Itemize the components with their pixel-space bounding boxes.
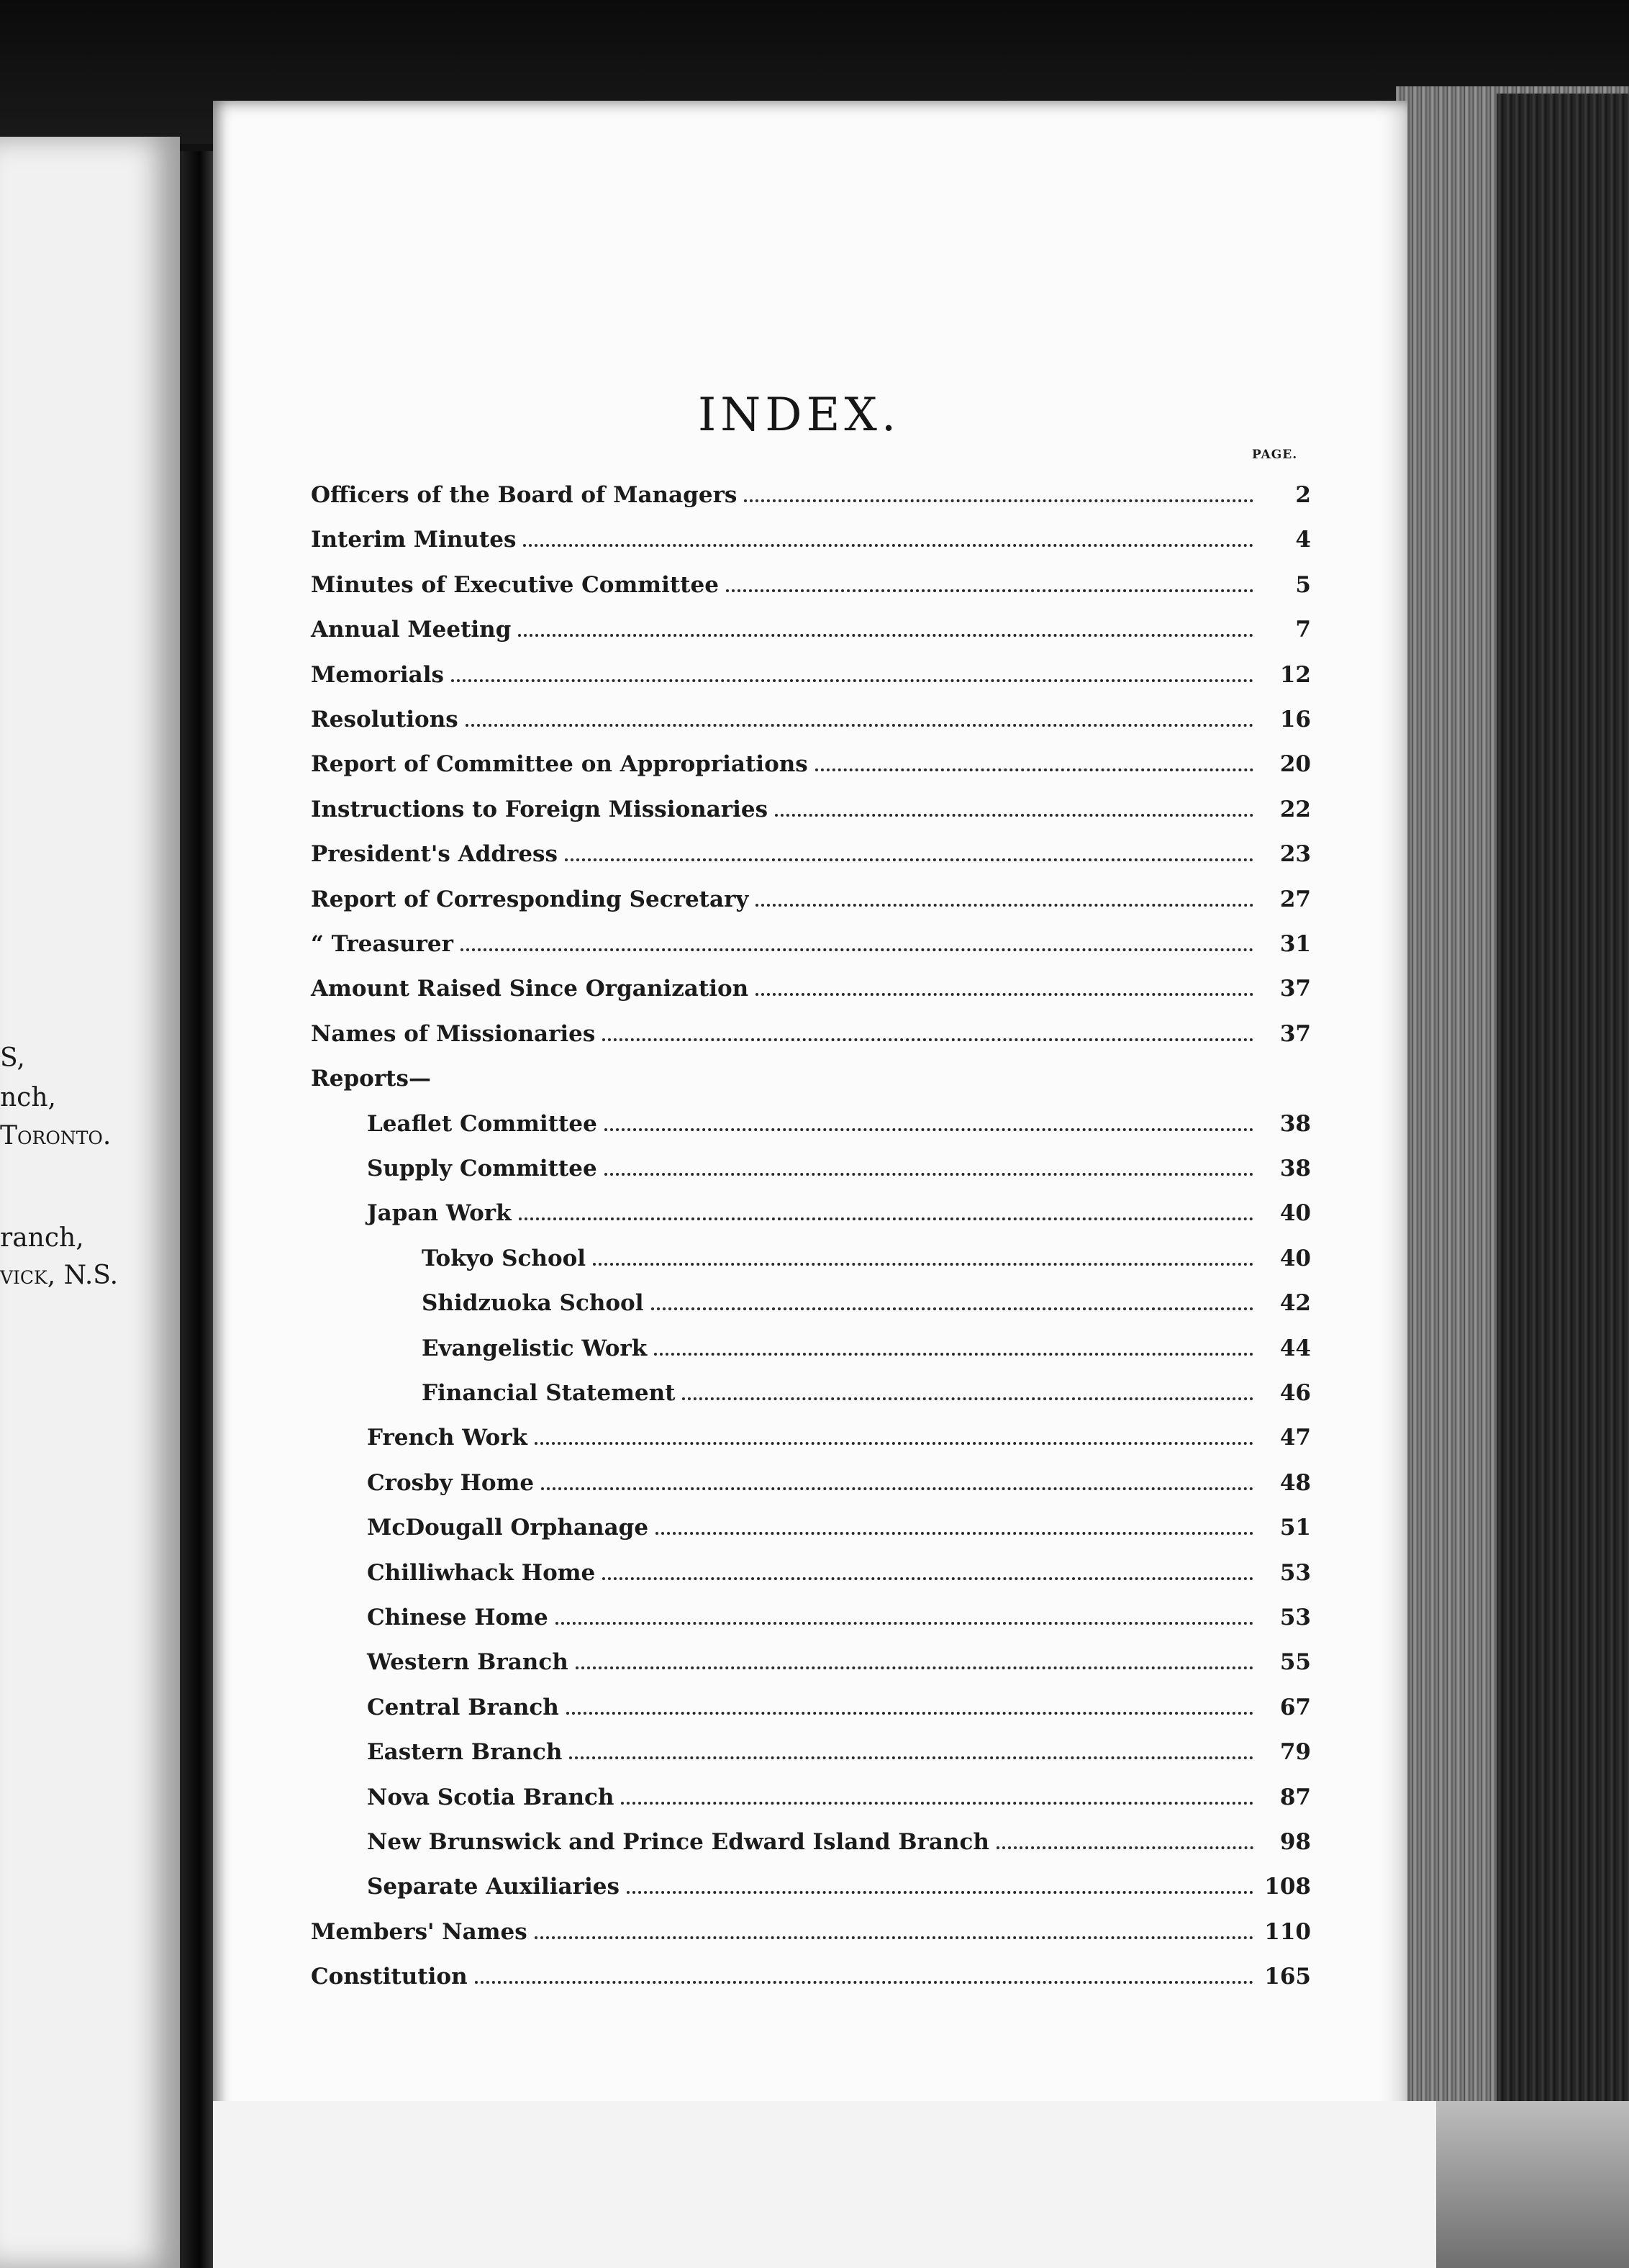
index-entry — [367, 1425, 1311, 1459]
index-entry-label: President's Address — [311, 841, 558, 868]
index-entry-page: 79 — [1279, 1739, 1311, 1766]
index-entry — [311, 976, 1311, 1010]
dot-leader — [755, 904, 1253, 907]
index-entry-label: Officers of the Board of Managers — [311, 482, 738, 508]
index-entry-label: Chinese Home — [367, 1605, 548, 1630]
index-entry-page: 67 — [1279, 1694, 1311, 1720]
index-entry-page: 40 — [1279, 1200, 1311, 1227]
index-entry-page: 5 — [1295, 571, 1311, 598]
index-entry — [311, 751, 1311, 786]
dot-leader — [593, 1263, 1253, 1266]
index-entry-label: Central Branch — [367, 1694, 559, 1720]
index-entry-page: 7 — [1295, 617, 1311, 643]
index-entry-page: 47 — [1279, 1425, 1311, 1451]
index-entry-page: 87 — [1279, 1784, 1311, 1810]
dot-leader — [815, 768, 1253, 771]
index-entry — [422, 1246, 1311, 1280]
index-entry — [311, 1021, 1311, 1056]
index-entry — [311, 617, 1311, 651]
book-cover-edge — [1497, 94, 1629, 2108]
book-gutter — [180, 151, 213, 2268]
dot-leader — [466, 724, 1253, 727]
index-entry-page: 55 — [1279, 1649, 1311, 1676]
dot-leader — [627, 1891, 1253, 1894]
index-entry-page: 31 — [1279, 931, 1311, 957]
index-entry-label: Minutes of Executive Committee — [311, 571, 719, 598]
index-entry-label: Eastern Branch — [367, 1739, 563, 1766]
index-entry — [311, 707, 1311, 741]
dot-leader — [518, 634, 1253, 637]
dot-leader — [535, 1442, 1253, 1445]
index-entry — [367, 1470, 1311, 1505]
index-entry — [367, 1156, 1311, 1190]
index-entry-page: 110 — [1264, 1918, 1311, 1945]
index-entry — [422, 1335, 1311, 1370]
index-entry-label: Shidzuoka School — [422, 1290, 644, 1317]
index-entry-page: 44 — [1279, 1335, 1311, 1361]
index-entry — [367, 1784, 1311, 1819]
index-entry-page: 40 — [1279, 1245, 1311, 1271]
index-entry — [311, 841, 1311, 876]
index-entry-label: Leaflet Committee — [367, 1110, 597, 1137]
index-entry-label: Separate Auxiliaries — [367, 1874, 620, 1900]
index-entry-page: 37 — [1279, 976, 1311, 1002]
index-entry-page: 46 — [1279, 1380, 1311, 1406]
index-entry — [367, 1874, 1311, 1908]
index-entry-page: 42 — [1279, 1290, 1311, 1317]
index-entry-page: 98 — [1279, 1829, 1311, 1855]
index-entry-label: Supply Committee — [367, 1156, 597, 1181]
dot-leader — [566, 1712, 1253, 1715]
dot-leader — [541, 1487, 1253, 1490]
dot-leader — [744, 499, 1253, 502]
dot-leader — [602, 1577, 1253, 1580]
index-entry — [311, 662, 1311, 697]
index-entry — [311, 482, 1311, 517]
index-entry-page: 20 — [1279, 751, 1311, 778]
index-entry-label: Japan Work — [367, 1200, 512, 1227]
dot-leader — [726, 589, 1253, 592]
index-entry — [311, 527, 1311, 561]
dot-leader — [451, 679, 1253, 682]
index-entry — [311, 1964, 1311, 1998]
index-entry-label: Reports— — [311, 1066, 431, 1092]
index-entry-page: 51 — [1279, 1515, 1311, 1541]
index-entry — [367, 1560, 1311, 1595]
index-entry — [367, 1111, 1311, 1146]
index-entry-page: 4 — [1295, 527, 1311, 553]
dot-leader — [535, 1936, 1253, 1939]
index-entry-label: Tokyo School — [422, 1245, 586, 1271]
index-page-bottom — [213, 2101, 1436, 2268]
index-entry-label: Memorials — [311, 661, 444, 688]
left-page-fragment: vick, N.S. — [0, 1261, 119, 1290]
index-entry-page: 27 — [1279, 886, 1311, 912]
dot-leader — [775, 814, 1253, 817]
index-entry-page: 48 — [1279, 1469, 1311, 1496]
index-entry-page: 16 — [1279, 707, 1311, 732]
dot-leader — [569, 1756, 1253, 1759]
dot-leader — [604, 1128, 1253, 1131]
index-entry-label: Interim Minutes — [311, 527, 517, 553]
index-entry-label: Constitution — [311, 1964, 468, 1990]
index-entry — [367, 1605, 1311, 1639]
index-entry — [311, 886, 1311, 921]
index-entry-label: Western Branch — [367, 1649, 568, 1676]
dot-leader — [555, 1622, 1253, 1625]
page-column-header: PAGE. — [1252, 448, 1298, 462]
index-entry — [311, 931, 1311, 966]
index-entry-label: New Brunswick and Prince Edward Island Branch — [367, 1829, 989, 1855]
index-entry — [367, 1695, 1311, 1729]
index-entry — [367, 1515, 1311, 1549]
index-entry — [367, 1200, 1311, 1235]
left-page-fragment: nch, — [0, 1083, 56, 1112]
dot-leader — [621, 1802, 1253, 1805]
index-entry-label: Chilliwhack Home — [367, 1559, 596, 1586]
left-facing-page — [0, 137, 180, 2268]
dot-leader — [475, 1981, 1253, 1984]
dot-leader — [654, 1353, 1253, 1356]
index-entry — [422, 1290, 1311, 1325]
index-entry-label: Financial Statement — [422, 1380, 676, 1406]
index-entry-label: Crosby Home — [367, 1469, 535, 1496]
index-entry-page: 38 — [1279, 1110, 1311, 1137]
index-entry-label: French Work — [367, 1425, 528, 1451]
index-entry-label: Amount Raised Since Organization — [311, 976, 749, 1002]
index-entry-label: Report of Corresponding Secretary — [311, 886, 749, 912]
index-entry-label: Names of Missionaries — [311, 1020, 596, 1047]
left-page-fragment: S, — [0, 1043, 25, 1073]
dot-leader — [651, 1307, 1254, 1310]
index-entry — [311, 797, 1311, 831]
page-title: INDEX. — [698, 389, 901, 442]
index-entry-label: Nova Scotia Branch — [367, 1784, 614, 1810]
index-entry-page: 37 — [1279, 1020, 1311, 1047]
index-entry — [367, 1649, 1311, 1684]
index-entry — [422, 1380, 1311, 1415]
index-entry-label: “ Treasurer — [311, 931, 453, 957]
index-entry-page: 53 — [1279, 1559, 1311, 1586]
dot-leader — [682, 1397, 1253, 1400]
dot-leader — [755, 993, 1253, 996]
index-entry-page: 2 — [1295, 482, 1311, 508]
dot-leader — [604, 1173, 1253, 1176]
index-entry-label: Members' Names — [311, 1918, 527, 1945]
index-entry-label: Report of Committee on Appropriations — [311, 751, 808, 778]
left-page-fragment: Toronto. — [0, 1121, 112, 1151]
index-entry — [367, 1829, 1311, 1864]
index-entry — [311, 1066, 1311, 1100]
dot-leader — [576, 1666, 1253, 1669]
index-entry — [311, 1919, 1311, 1954]
index-entry-label: Instructions to Foreign Missionaries — [311, 796, 768, 822]
dot-leader — [602, 1038, 1253, 1041]
index-entry — [367, 1739, 1311, 1774]
index-entry-page: 12 — [1279, 661, 1311, 688]
index-entry-label: Annual Meeting — [311, 617, 512, 643]
dot-leader — [655, 1532, 1253, 1535]
index-entry-page: 22 — [1279, 796, 1311, 822]
left-page-fragment: ranch, — [0, 1223, 84, 1253]
index-entry-page: 38 — [1279, 1156, 1311, 1181]
dot-leader — [523, 544, 1253, 547]
index-entry-label: Evangelistic Work — [422, 1335, 648, 1361]
index-entry-page: 23 — [1279, 841, 1311, 868]
index-entry-label: McDougall Orphanage — [367, 1515, 649, 1541]
index-entry — [311, 572, 1311, 607]
dot-leader — [519, 1217, 1253, 1220]
dot-leader — [460, 948, 1253, 951]
dot-leader — [997, 1846, 1253, 1849]
index-entry-page: 53 — [1279, 1605, 1311, 1630]
index-entry-label: Resolutions — [311, 707, 458, 732]
index-entry-page: 108 — [1264, 1874, 1311, 1900]
index-entry-page: 165 — [1264, 1964, 1311, 1990]
dot-leader — [565, 858, 1253, 861]
